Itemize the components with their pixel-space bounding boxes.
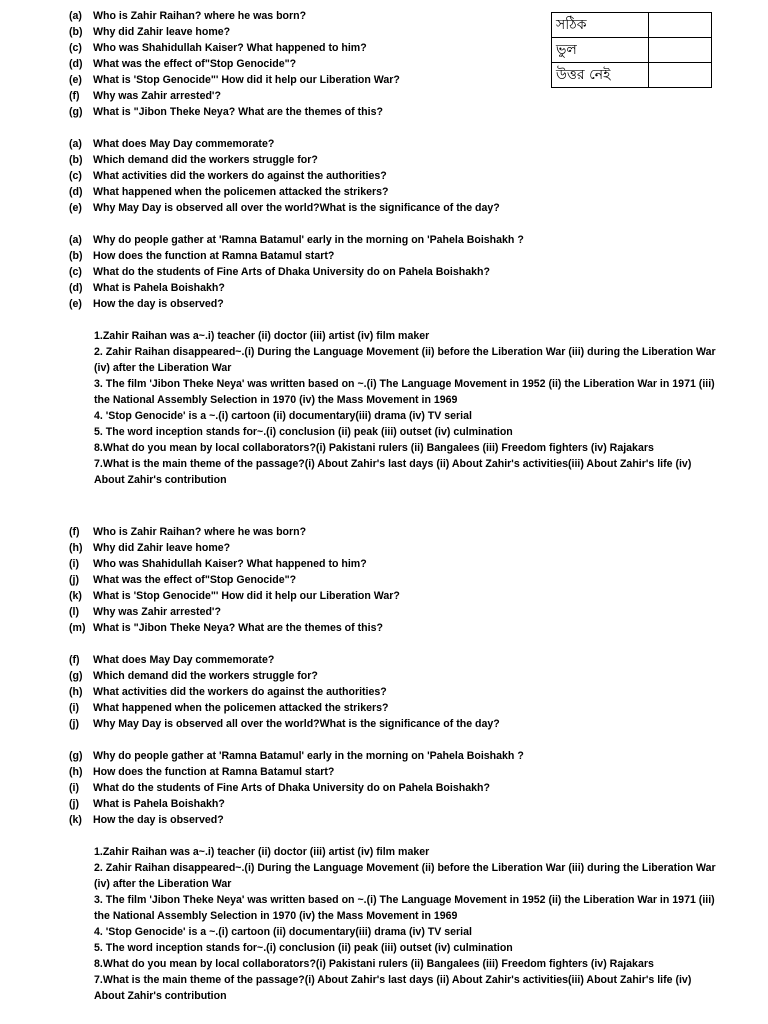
question-label: (c): [69, 42, 82, 54]
question-line: [0, 668, 768, 684]
mcq-item: 4. 'Stop Genocide' is a ~.(i) cartoon (ii) documentary(iii) drama (iv) TV serial: [94, 410, 472, 422]
question-label: (b): [69, 154, 83, 166]
question-label: (c): [69, 266, 82, 278]
mcq-item: 7.What is the main theme of the passage?(i) About Zahir's last days (ii) About Zahir's activities(iii) About Zahir's life (iv) About Zahir's contribution: [94, 458, 692, 486]
question-label: (g): [69, 670, 83, 682]
question-text: What is Pahela Boishakh?: [93, 798, 225, 810]
question-line: [0, 24, 768, 40]
question-text: How does the function at Ramna Batamul start?: [93, 250, 335, 262]
question-text: How the day is observed?: [93, 298, 224, 310]
question-line: [0, 588, 768, 604]
mcq-item: 3. The film 'Jibon Theke Neya' was written based on ~.(i) The Language Movement in 1952 (ii) the Liberation War in 1971 (iii) the National Assembly Selection in 1970 (iv) the Mass Movement in 1969: [94, 378, 715, 406]
s1-mcq-list: [94, 328, 724, 488]
question-label: (m): [69, 622, 86, 634]
question-line: [0, 764, 768, 780]
question-text: Who is Zahir Raihan? where he was born?: [93, 526, 307, 538]
question-text: Why May Day is observed all over the world?What is the significance of the day?: [93, 718, 500, 730]
answer-label-no-answer: উত্তর নেই: [552, 63, 649, 88]
question-line: [0, 56, 768, 72]
question-label: (h): [69, 766, 83, 778]
s2-mayday-questions: [0, 652, 768, 732]
mcq-item: 8.What do you mean by local collaborators?(i) Pakistani rulers (ii) Bangalees (iii) Freedom fighters (iv) Rajakars: [94, 442, 654, 454]
question-line: [0, 716, 768, 732]
question-text: Which demand did the workers struggle for?: [93, 670, 318, 682]
mcq-item: 4. 'Stop Genocide' is a ~.(i) cartoon (ii) documentary(iii) drama (iv) TV serial: [94, 926, 472, 938]
question-text: Why was Zahir arrested'?: [93, 90, 221, 102]
question-line: [0, 248, 768, 264]
question-text: What does May Day commemorate?: [93, 654, 275, 666]
question-label: (e): [69, 202, 82, 214]
question-label: (c): [69, 170, 82, 182]
question-text: What do the students of Fine Arts of Dhaka University do on Pahela Boishakh?: [93, 266, 490, 278]
question-text: Why did Zahir leave home?: [93, 542, 231, 554]
question-text: What is Pahela Boishakh?: [93, 282, 225, 294]
question-line: [0, 88, 768, 104]
question-label: (b): [69, 26, 83, 38]
s1-boishakh-questions: [0, 232, 768, 312]
question-label: (h): [69, 542, 83, 554]
question-label: (d): [69, 186, 83, 198]
mcq-item: 1.Zahir Raihan was a~.i) teacher (ii) doctor (iii) artist (iv) film maker: [94, 846, 430, 858]
question-line: [0, 812, 768, 828]
question-text: What is 'Stop Genocide"' How did it help our Liberation War?: [93, 590, 400, 602]
s2-zahir-questions: [0, 524, 768, 636]
question-line: [0, 524, 768, 540]
mcq-item: 5. The word inception stands for~.(i) conclusion (ii) peak (iii) outset (iv) culmination: [94, 942, 513, 954]
question-text: What is "Jibon Theke Neya? What are the themes of this?: [93, 106, 383, 118]
question-line: [0, 280, 768, 296]
mcq-item: 3. The film 'Jibon Theke Neya' was written based on ~.(i) The Language Movement in 1952 (ii) the Liberation War in 1971 (iii) the National Assembly Selection in 1970 (iv) the Mass Movement in 1969: [94, 894, 715, 922]
question-text: Why do people gather at 'Ramna Batamul' early in the morning on 'Pahela Boishakh ?: [93, 234, 524, 246]
question-line: [0, 72, 768, 88]
question-text: What is "Jibon Theke Neya? What are the themes of this?: [93, 622, 383, 634]
mcq-item: 5. The word inception stands for~.(i) conclusion (ii) peak (iii) outset (iv) culmination: [94, 426, 513, 438]
question-text: What was the effect of"Stop Genocide"?: [93, 58, 297, 70]
question-line: [0, 748, 768, 764]
question-line: [0, 556, 768, 572]
question-text: What happened when the policemen attacked the strikers?: [93, 702, 389, 714]
question-label: (g): [69, 750, 83, 762]
question-line: [0, 104, 768, 120]
question-text: What do the students of Fine Arts of Dhaka University do on Pahela Boishakh?: [93, 782, 490, 794]
question-text: Why May Day is observed all over the world?What is the significance of the day?: [93, 202, 500, 214]
question-line: [0, 232, 768, 248]
question-label: (l): [69, 606, 79, 618]
s1-zahir-questions: [0, 8, 768, 120]
question-text: What happened when the policemen attacked the strikers?: [93, 186, 389, 198]
mcq-item: 8.What do you mean by local collaborators?(i) Pakistani rulers (ii) Bangalees (iii) Freedom fighters (iv) Rajakars: [94, 958, 654, 970]
mcq-item: 7.What is the main theme of the passage?(i) About Zahir's last days (ii) About Zahir's activities(iii) About Zahir's life (iv) About Zahir's contribution: [94, 974, 692, 1002]
question-line: [0, 168, 768, 184]
question-label: (a): [69, 10, 82, 22]
question-line: [0, 620, 768, 636]
question-line: [0, 604, 768, 620]
question-label: (i): [69, 558, 79, 570]
question-label: (f): [69, 526, 80, 538]
question-line: [0, 684, 768, 700]
question-line: [0, 540, 768, 556]
question-line: [0, 652, 768, 668]
question-text: Who was Shahidullah Kaiser? What happened to him?: [93, 558, 367, 570]
question-text: What does May Day commemorate?: [93, 138, 275, 150]
question-line: [0, 40, 768, 56]
mcq-item: 1.Zahir Raihan was a~.i) teacher (ii) doctor (iii) artist (iv) film maker: [94, 330, 430, 342]
question-label: (j): [69, 718, 79, 730]
question-text: What is 'Stop Genocide"' How did it help our Liberation War?: [93, 74, 400, 86]
question-label: (i): [69, 782, 79, 794]
mcq-item: 2. Zahir Raihan disappeared~.(i) During the Language Movement (ii) before the Liberation War (iii) during the Liberation War (iv) after the Liberation War: [94, 346, 716, 374]
question-label: (b): [69, 250, 83, 262]
s1-mayday-questions: [0, 136, 768, 216]
question-text: How does the function at Ramna Batamul start?: [93, 766, 335, 778]
question-text: Who is Zahir Raihan? where he was born?: [93, 10, 307, 22]
question-text: Why was Zahir arrested'?: [93, 606, 221, 618]
question-text: What activities did the workers do against the authorities?: [93, 170, 387, 182]
question-line: [0, 136, 768, 152]
question-line: [0, 8, 768, 24]
s2-boishakh-questions: [0, 748, 768, 828]
answer-label-correct: সঠিক: [552, 13, 649, 38]
question-text: Who was Shahidullah Kaiser? What happened to him?: [93, 42, 367, 54]
question-line: [0, 572, 768, 588]
question-label: (a): [69, 138, 82, 150]
question-line: [0, 264, 768, 280]
question-line: [0, 296, 768, 312]
question-label: (d): [69, 58, 83, 70]
question-label: (f): [69, 654, 80, 666]
question-text: Why did Zahir leave home?: [93, 26, 231, 38]
question-line: [0, 700, 768, 716]
question-label: (k): [69, 590, 82, 602]
question-label: (j): [69, 574, 79, 586]
question-label: (e): [69, 74, 82, 86]
question-text: How the day is observed?: [93, 814, 224, 826]
question-text: Which demand did the workers struggle for?: [93, 154, 318, 166]
question-label: (h): [69, 686, 83, 698]
question-text: Why do people gather at 'Ramna Batamul' early in the morning on 'Pahela Boishakh ?: [93, 750, 524, 762]
question-text: What activities did the workers do against the authorities?: [93, 686, 387, 698]
question-label: (e): [69, 298, 82, 310]
question-label: (f): [69, 90, 80, 102]
question-label: (j): [69, 798, 79, 810]
question-line: [0, 184, 768, 200]
question-line: [0, 780, 768, 796]
question-line: [0, 796, 768, 812]
question-line: [0, 152, 768, 168]
question-text: What was the effect of"Stop Genocide"?: [93, 574, 297, 586]
mcq-item: 2. Zahir Raihan disappeared~.(i) During the Language Movement (ii) before the Liberation War (iii) during the Liberation War (iv) after the Liberation War: [94, 862, 716, 890]
question-label: (a): [69, 234, 82, 246]
s2-mcq-list: [94, 844, 724, 1004]
question-label: (i): [69, 702, 79, 714]
answer-label-wrong: ভুল: [552, 38, 649, 63]
question-label: (d): [69, 282, 83, 294]
question-label: (g): [69, 106, 83, 118]
question-label: (k): [69, 814, 82, 826]
question-line: [0, 200, 768, 216]
